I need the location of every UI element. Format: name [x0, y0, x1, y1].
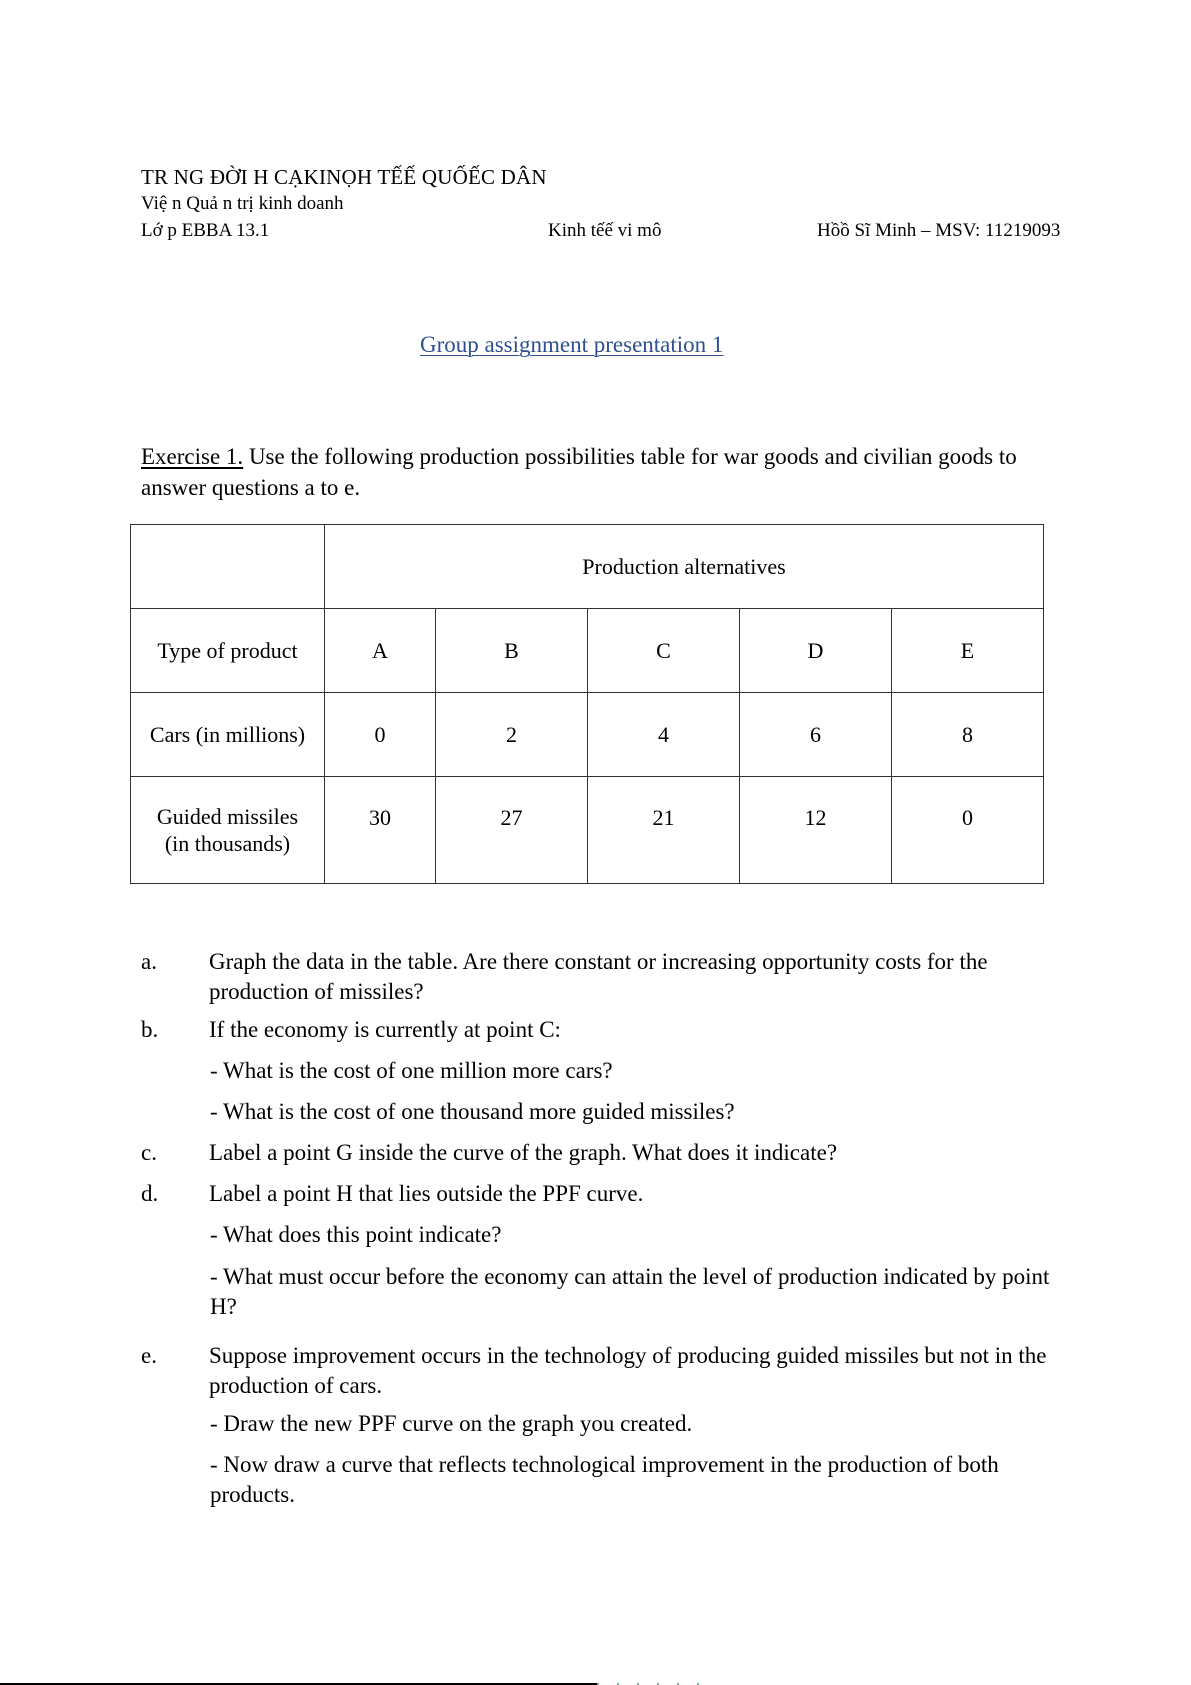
row-label-cars: Cars (in millions): [131, 693, 325, 777]
page-title: Group assignment presentation 1: [420, 332, 724, 357]
production-possibilities-table: [130, 524, 1044, 884]
table-cell: 27: [436, 777, 588, 884]
row-label-line1: Guided missiles: [156, 804, 299, 829]
table-cell: 2: [436, 693, 588, 777]
question-e-marker: e.: [141, 1343, 157, 1368]
question-b-marker: b.: [141, 1017, 159, 1042]
table-cell: 12: [740, 777, 892, 884]
question-d-sub-2: - What must occur before the economy can attain the level of production indicated by point H?: [210, 1264, 1050, 1319]
question-d-marker: d.: [141, 1181, 159, 1206]
question-a-text: Graph the data in the table. Are there constant or increasing opportunity costs for the production of missiles?: [209, 949, 988, 1004]
row-label-line2: (in thousands): [164, 831, 291, 856]
course-name: Kinh tếế vi mô: [548, 220, 662, 241]
class-name: Lớ p EBBA 13.1: [141, 220, 270, 241]
column-header-d: D: [740, 609, 892, 693]
question-d-text: Label a point H that lies outside the PPF curve.: [209, 1181, 644, 1206]
question-b-sub-2: - What is the cost of one thousand more guided missiles?: [210, 1099, 735, 1124]
student-info: Hồồ Sĩ Minh – MSV: 11219093: [817, 220, 1061, 241]
table-row: [131, 609, 1044, 693]
university-name: TR NG ĐỜI H CẠKINỌH TẾẾ QUỐẾC DÂN: [141, 165, 547, 189]
table-row: [131, 693, 1044, 777]
table-cell: 0: [325, 693, 436, 777]
row-label-guided-missiles: [131, 777, 325, 884]
question-b-text: If the economy is currently at point C:: [209, 1017, 561, 1042]
column-header-c: C: [588, 609, 740, 693]
table-cell: 0: [892, 777, 1044, 884]
exercise-label: Exercise 1.: [141, 444, 244, 469]
question-c-marker: c.: [141, 1140, 157, 1165]
column-header-a: A: [325, 609, 436, 693]
column-header-b: B: [436, 609, 588, 693]
column-header-e: E: [892, 609, 1044, 693]
table-cell: 4: [588, 693, 740, 777]
exercise-text: Use the following production possibilities table for war goods and civilian goods to answer questions a to e.: [141, 444, 1017, 500]
table-row: [131, 777, 1044, 884]
question-e-sub-2: - Now draw a curve that reflects technological improvement in the production of both products.: [210, 1452, 999, 1507]
question-e-text: Suppose improvement occurs in the technology of producing guided missiles but not in the production of cars.: [209, 1343, 1047, 1398]
question-b-sub-1: - What is the cost of one million more cars?: [210, 1058, 613, 1083]
table-corner-cell: [131, 525, 325, 609]
question-e-sub-1: - Draw the new PPF curve on the graph you created.: [210, 1411, 693, 1436]
question-d-sub-1: - What does this point indicate?: [210, 1222, 502, 1247]
table-cell: 6: [740, 693, 892, 777]
table-cell: 21: [588, 777, 740, 884]
exercise-intro: [141, 441, 1041, 503]
table-cell: 8: [892, 693, 1044, 777]
row-header-type-of-product: Type of product: [131, 609, 325, 693]
question-a-marker: a.: [141, 949, 157, 974]
table-header-row: [131, 525, 1044, 609]
question-c-text: Label a point G inside the curve of the graph. What does it indicate?: [209, 1140, 838, 1165]
production-alternatives-header: Production alternatives: [325, 525, 1044, 609]
table-cell: 30: [325, 777, 436, 884]
institute-name: Việ n Quả n trị kinh doanh: [141, 193, 344, 214]
